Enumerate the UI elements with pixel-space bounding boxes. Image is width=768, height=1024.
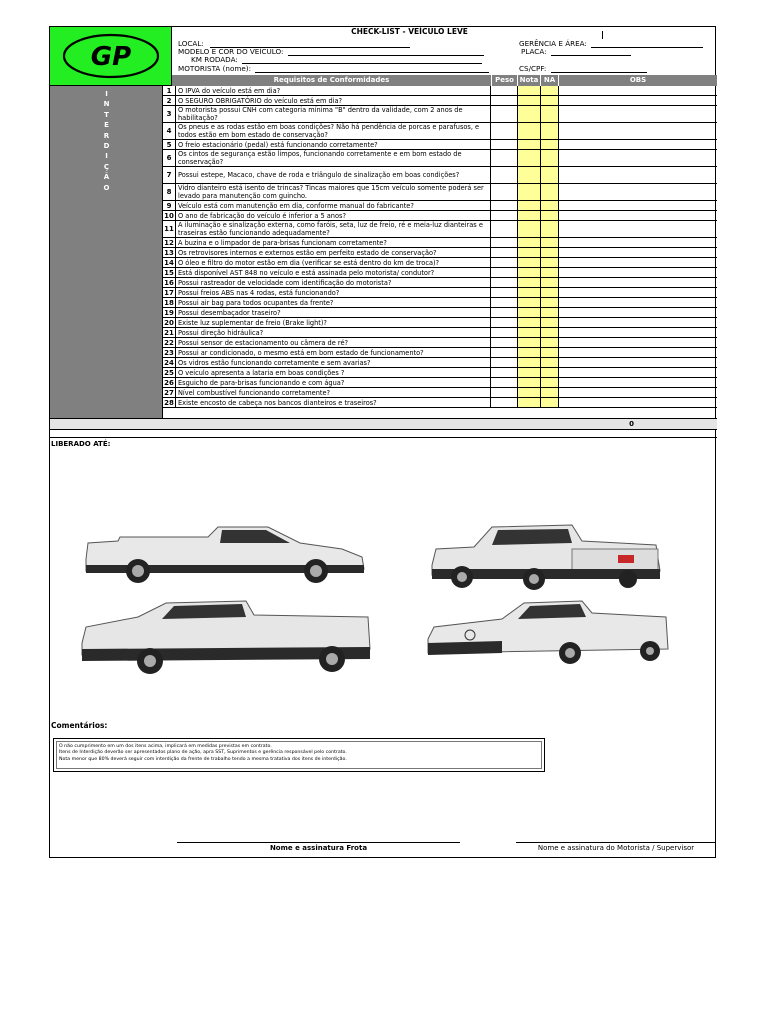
peso-cell[interactable]: [492, 318, 518, 327]
peso-cell[interactable]: [492, 268, 518, 277]
peso-cell[interactable]: [492, 238, 518, 247]
obs-cell[interactable]: [559, 238, 717, 247]
col-requisitos: Requisitos de Conformidades: [172, 75, 492, 86]
na-cell[interactable]: [541, 96, 559, 105]
nota-cell[interactable]: [518, 86, 541, 95]
na-cell[interactable]: [541, 318, 559, 327]
nota-cell[interactable]: [518, 258, 541, 267]
nota-cell[interactable]: [518, 140, 541, 149]
table-row: [163, 211, 717, 221]
table-bottom-strip: [50, 430, 717, 438]
row-requirement: Existe luz suplementar de freio (Brake light)?: [177, 318, 491, 327]
na-cell[interactable]: [541, 328, 559, 337]
obs-cell[interactable]: [559, 211, 717, 220]
col-obs: OBS: [629, 76, 647, 84]
na-cell[interactable]: [541, 348, 559, 357]
obs-cell[interactable]: [559, 201, 717, 210]
nota-cell[interactable]: [518, 328, 541, 337]
km-label: KM RODADA:: [191, 55, 238, 64]
nota-cell[interactable]: [518, 150, 541, 166]
row-requirement: Possui ar condicionado, o mesmo está em bom estado de funcionamento?: [177, 348, 491, 357]
interdicao-letter: Ç: [103, 162, 110, 171]
row-number: 22: [163, 338, 176, 347]
motorista-label: MOTORISTA (nome):: [178, 64, 252, 73]
na-cell[interactable]: [541, 106, 559, 122]
obs-cell[interactable]: [559, 184, 717, 200]
gerencia-label: GERÊNCIA E ÁREA:: [519, 39, 587, 48]
obs-cell[interactable]: [559, 288, 717, 297]
row-number: 4: [163, 123, 176, 139]
table-row: [163, 167, 717, 184]
peso-cell[interactable]: [492, 167, 518, 183]
table-row: [163, 328, 717, 338]
frota-signature-label: Nome e assinatura Frota: [269, 844, 368, 852]
row-number: 7: [163, 167, 176, 183]
interdicao-letter: N: [103, 100, 110, 109]
page-title: CHECK-LIST - VEÍCULO LEVE: [351, 27, 468, 36]
interdicao-letter: I: [105, 90, 108, 98]
row-requirement: Esguicho de para-brisas funcionando e com água?: [177, 378, 491, 387]
row-requirement: Veículo está com manutenção em dia, conforme manual do fabricante?: [177, 201, 491, 210]
row-number: 23: [163, 348, 176, 357]
car-front-three-quarter-image: [78, 587, 372, 675]
gerencia-field[interactable]: [591, 41, 703, 48]
row-number: 27: [163, 388, 176, 397]
obs-cell[interactable]: [559, 398, 717, 407]
row-number: 13: [163, 248, 176, 257]
na-cell[interactable]: [541, 338, 559, 347]
peso-cell[interactable]: [492, 348, 518, 357]
na-cell[interactable]: [541, 211, 559, 220]
row-number: 2: [163, 96, 176, 105]
obs-cell[interactable]: [559, 338, 717, 347]
motorista-signature-line[interactable]: [516, 842, 716, 843]
peso-cell[interactable]: [492, 86, 518, 95]
interdicao-letter: R: [103, 131, 110, 140]
peso-cell[interactable]: [492, 398, 518, 407]
row-number: 3: [163, 106, 176, 122]
row-requirement: Os cintos de segurança estão limpos, funcionando corretamente e em bom estado de conservação?: [177, 150, 491, 166]
table-row: [163, 184, 717, 201]
table-row: [163, 221, 717, 238]
na-cell[interactable]: [541, 221, 559, 237]
peso-cell[interactable]: [492, 201, 518, 210]
obs-cell[interactable]: [559, 348, 717, 357]
motorista-signature-label: Nome e assinatura do Motorista / Supervisor: [537, 844, 695, 852]
row-number: 12: [163, 238, 176, 247]
peso-cell[interactable]: [492, 140, 518, 149]
row-number: 14: [163, 258, 176, 267]
na-cell[interactable]: [541, 278, 559, 287]
na-cell[interactable]: [541, 201, 559, 210]
row-number: 9: [163, 201, 176, 210]
placa-row: [521, 48, 631, 56]
row-requirement: O óleo e filtro do motor estão em dia (verificar se está dentro do km de troca)?: [177, 258, 491, 267]
na-cell[interactable]: [541, 167, 559, 183]
na-cell[interactable]: [541, 123, 559, 139]
obs-cell[interactable]: [559, 96, 717, 105]
nota-cell[interactable]: [518, 268, 541, 277]
nota-cell[interactable]: [518, 388, 541, 397]
obs-cell[interactable]: [559, 358, 717, 367]
col-peso: Peso: [492, 75, 518, 86]
row-requirement: Possui freios ABS nas 4 rodas, está funcionando?: [177, 288, 491, 297]
nota-cell[interactable]: [518, 278, 541, 287]
row-requirement: Os retrovisores internos e externos estão em perfeito estado de conservação?: [177, 248, 491, 257]
peso-cell[interactable]: [492, 358, 518, 367]
table-row: [163, 318, 717, 328]
table-row: [163, 201, 717, 211]
peso-cell[interactable]: [492, 258, 518, 267]
peso-cell[interactable]: [492, 96, 518, 105]
nota-cell[interactable]: [518, 201, 541, 210]
na-cell[interactable]: [541, 368, 559, 377]
peso-cell[interactable]: [492, 106, 518, 122]
row-number: 16: [163, 278, 176, 287]
peso-cell[interactable]: [492, 123, 518, 139]
table-row: [163, 140, 717, 150]
interdicao-letter: Ã: [103, 173, 110, 182]
table-row: [163, 298, 717, 308]
motorista-row: [178, 65, 489, 73]
row-requirement: O IPVA do veículo está em dia?: [177, 86, 491, 95]
row-number: 24: [163, 358, 176, 367]
na-cell[interactable]: [541, 358, 559, 367]
row-number: 26: [163, 378, 176, 387]
row-number: 18: [163, 298, 176, 307]
row-number: 6: [163, 150, 176, 166]
table-row: [163, 378, 717, 388]
table-row: [163, 150, 717, 167]
table-row: [163, 123, 717, 140]
comentarios-label: Comentários:: [51, 721, 108, 730]
na-cell[interactable]: [541, 388, 559, 397]
local-label: LOCAL:: [178, 39, 204, 48]
nota-cell[interactable]: [518, 368, 541, 377]
row-requirement: Possui air bag para todos ocupantes da frente?: [177, 298, 491, 307]
nota-cell[interactable]: [518, 308, 541, 317]
na-cell[interactable]: [541, 258, 559, 267]
obs-cell[interactable]: [559, 268, 717, 277]
row-number: 19: [163, 308, 176, 317]
obs-cell[interactable]: [559, 328, 717, 337]
nota-cell[interactable]: [518, 248, 541, 257]
car-front-right-image: [422, 595, 672, 665]
peso-cell[interactable]: [492, 288, 518, 297]
row-requirement: Possui desembaçador traseiro?: [177, 308, 491, 317]
na-cell[interactable]: [541, 288, 559, 297]
nota-cell[interactable]: [518, 221, 541, 237]
cpf-row: [519, 65, 647, 73]
modelo-label: MODELO E COR DO VEÍCULO:: [178, 47, 284, 56]
table-row: [163, 388, 717, 398]
table-row: [163, 368, 717, 378]
obs-cell[interactable]: [559, 258, 717, 267]
gp-logo-icon: [58, 32, 164, 80]
obs-cell[interactable]: [559, 150, 717, 166]
peso-cell[interactable]: [492, 328, 518, 337]
na-cell[interactable]: [541, 238, 559, 247]
na-cell[interactable]: [541, 140, 559, 149]
obs-cell[interactable]: [559, 278, 717, 287]
cursor-mark: [602, 31, 603, 39]
interdicao-letter: T: [104, 110, 109, 119]
cpf-field[interactable]: [551, 66, 647, 73]
row-number: 11: [163, 221, 176, 237]
table-row: [163, 86, 717, 96]
motorista-field[interactable]: [255, 66, 489, 73]
liberado-label: LIBERADO ATÉ:: [51, 440, 111, 448]
row-requirement: Possui direção hidráulica?: [177, 328, 491, 337]
table-header: [172, 75, 717, 86]
table-row: [163, 268, 717, 278]
obs-cell[interactable]: [559, 106, 717, 122]
na-cell[interactable]: [541, 86, 559, 95]
table-row: [163, 258, 717, 268]
table-row: [163, 248, 717, 258]
obs-cell[interactable]: [559, 248, 717, 257]
row-requirement: Está disponível AST 848 no veículo e está assinada pelo motorista/ condutor?: [177, 268, 491, 277]
row-number: 10: [163, 211, 176, 220]
row-requirement: O ano de fabricação do veículo é inferior a 5 anos?: [177, 211, 491, 220]
km-row: [191, 56, 482, 64]
note-line: O não cumprimento em um dos itens acima, implicará em medidas previstas em contrato.: [59, 744, 272, 749]
col-nota: Nota: [518, 75, 541, 86]
row-number: 28: [163, 398, 176, 407]
obs-cell[interactable]: [559, 318, 717, 327]
table-row: [163, 288, 717, 298]
row-requirement: Possui sensor de estacionamento ou câmera de ré?: [177, 338, 491, 347]
obs-cell[interactable]: [559, 140, 717, 149]
nota-cell[interactable]: [518, 288, 541, 297]
col-na: NA: [541, 75, 559, 86]
svg-text:GP: GP: [90, 42, 132, 72]
obs-cell[interactable]: [559, 86, 717, 95]
row-requirement: O motorista possui CNH com categoria mínima "B" dentro da validade, com 2 anos de habilitação?: [177, 106, 491, 122]
row-number: 15: [163, 268, 176, 277]
nota-cell[interactable]: [518, 167, 541, 183]
na-cell[interactable]: [541, 398, 559, 407]
km-field[interactable]: [242, 57, 482, 64]
row-requirement: O SEGURO OBRIGATÓRIO do veículo está em dia?: [177, 96, 491, 105]
row-number: 8: [163, 184, 176, 200]
obs-cell[interactable]: [559, 378, 717, 387]
nota-cell[interactable]: [518, 238, 541, 247]
interdicao-letter: I: [105, 152, 108, 161]
peso-cell[interactable]: [492, 338, 518, 347]
interdicao-letter: O: [103, 183, 110, 192]
interdicao-letter: E: [104, 121, 109, 130]
nota-cell[interactable]: [518, 378, 541, 387]
note-line: Itens de Interdição deverão ser apresentados plano de ação, apra SST, Suprimentos e gerência responsável pelo contrato.: [59, 750, 347, 756]
na-cell[interactable]: [541, 298, 559, 307]
row-requirement: A buzina e o limpador de para-brisas funcionam corretamente?: [177, 238, 491, 247]
peso-cell[interactable]: [492, 184, 518, 200]
placa-field[interactable]: [551, 49, 631, 56]
obs-cell[interactable]: [559, 123, 717, 139]
total-value: 0: [629, 420, 634, 428]
nota-cell[interactable]: [518, 96, 541, 105]
peso-cell[interactable]: [492, 248, 518, 257]
table-row: [163, 338, 717, 348]
peso-cell[interactable]: [492, 368, 518, 377]
nota-cell[interactable]: [518, 106, 541, 122]
na-cell[interactable]: [541, 378, 559, 387]
row-requirement: Possui rastreador de velocidade com identificação do motorista?: [177, 278, 491, 287]
peso-cell[interactable]: [492, 298, 518, 307]
na-cell[interactable]: [541, 308, 559, 317]
row-number: 17: [163, 288, 176, 297]
obs-cell[interactable]: [559, 388, 717, 397]
row-number: 21: [163, 328, 176, 337]
nota-cell[interactable]: [518, 358, 541, 367]
table-row: [163, 348, 717, 358]
nota-cell[interactable]: [518, 338, 541, 347]
notes-inner: [56, 741, 542, 769]
na-cell[interactable]: [541, 150, 559, 166]
row-requirement: Existe encosto de cabeça nos bancos dianteiros e traseiros?: [177, 398, 491, 407]
notes-box: [53, 738, 545, 772]
peso-cell[interactable]: [492, 150, 518, 166]
nota-cell[interactable]: [518, 318, 541, 327]
row-requirement: Vidro dianteiro está isento de trincas? Tincas maiores que 15cm veículo somente poderá ser levado para manutenção com guincho.: [177, 184, 491, 200]
obs-cell[interactable]: [559, 368, 717, 377]
car-side-left-image: [80, 517, 370, 583]
obs-cell[interactable]: [559, 167, 717, 183]
table-row: [163, 308, 717, 318]
row-requirement: O freio estacionário (pedal) está funcionando corretamente?: [177, 140, 491, 149]
peso-cell[interactable]: [492, 211, 518, 220]
row-number: 20: [163, 318, 176, 327]
row-requirement: Possui estepe, Macaco, chave de roda e triângulo de sinalização em boas condições?: [177, 167, 491, 183]
peso-cell[interactable]: [492, 278, 518, 287]
row-number: 5: [163, 140, 176, 149]
nota-cell[interactable]: [518, 398, 541, 407]
cpf-label: CS/CPF:: [519, 64, 547, 73]
frota-signature-line[interactable]: [177, 842, 460, 843]
nota-cell[interactable]: [518, 348, 541, 357]
total-row: [50, 418, 717, 430]
table-row: [163, 398, 717, 408]
row-requirement: A iluminação e sinalização externa, como faróis, seta, luz de freio, ré e meia-luz dianteiras e traseiras estão funcionando adequadamente?: [177, 221, 491, 237]
interdicao-letter: D: [103, 142, 110, 151]
na-cell[interactable]: [541, 268, 559, 277]
table-row: [163, 358, 717, 368]
peso-cell[interactable]: [492, 308, 518, 317]
obs-cell[interactable]: [559, 221, 717, 237]
nota-cell[interactable]: [518, 184, 541, 200]
row-number: 1: [163, 86, 176, 95]
table-row: [163, 238, 717, 248]
car-rear-three-quarter-image: [422, 519, 662, 593]
peso-cell[interactable]: [492, 378, 518, 387]
note-line: Nota menor que 80% deverá seguir com interdição da frente de trabalho tendo a mesma tratativa dos itens de interdição.: [59, 756, 347, 762]
na-cell[interactable]: [541, 248, 559, 257]
nota-cell[interactable]: [518, 123, 541, 139]
company-logo: [50, 27, 172, 86]
placa-label: PLACA:: [521, 47, 547, 56]
nota-cell[interactable]: [518, 298, 541, 307]
table-row: [163, 106, 717, 123]
na-cell[interactable]: [541, 184, 559, 200]
row-requirement: Os pneus e as rodas estão em boas condições? Não há pendência de porcas e parafusos, e todos estão em bom estado de conservação?: [177, 123, 491, 139]
row-requirement: O veículo apresenta a lataria em boas condições ?: [177, 368, 491, 377]
peso-cell[interactable]: [492, 221, 518, 237]
table-row: [163, 96, 717, 106]
nota-cell[interactable]: [518, 211, 541, 220]
obs-cell[interactable]: [559, 308, 717, 317]
row-number: 25: [163, 368, 176, 377]
checklist-sheet: [49, 26, 716, 858]
interdicao-label: [50, 89, 163, 193]
obs-cell[interactable]: [559, 298, 717, 307]
peso-cell[interactable]: [492, 388, 518, 397]
row-requirement: Os vidros estão funcionando corretamente e sem avarias?: [177, 358, 491, 367]
modelo-field[interactable]: [288, 49, 484, 56]
table-row: [163, 278, 717, 288]
row-requirement: Nível combustível funcionando corretamente?: [177, 388, 491, 397]
